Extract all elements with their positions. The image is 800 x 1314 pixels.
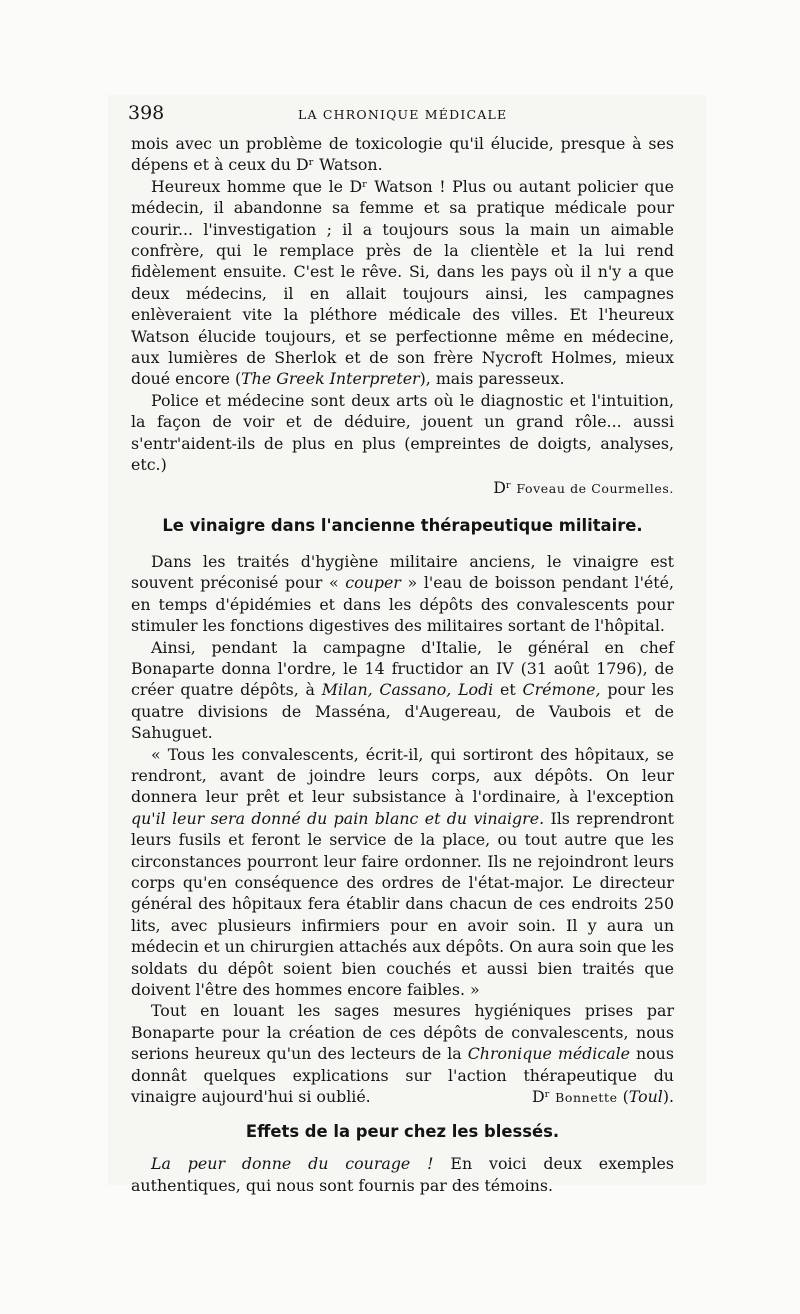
running-title: LA CHRONIQUE MÉDICALE [298,107,508,122]
author-name: Bonnette [555,1090,618,1106]
page-content [128,102,675,1196]
author-signature: Dʳ Foveau de Courmelles. [493,477,674,497]
author-signature: Dʳ Bonnette (Toul). [531,1087,674,1107]
author-name: Foveau de Courmelles. [516,480,674,496]
paragraph: La peur donne du courage ! En voici deux exemples authentiques, qui nous sont fournis par des témoins. [131,1154,674,1195]
paragraph: Tout en louant les sages mesures hygiéniques prises par Bonaparte pour la création de ces dépôts de convalescents, nous serions heureux qu'un des lecteurs de la Chronique médicale nous donnât quelques explications sur l'action thérapeutique du vinaigre aujourd'hui si oublié. Dʳ Bonnette (Toul). [131,1000,674,1107]
paragraph: Dans les traités d'hygiène militaire anciens, le vinaigre est souvent préconisé pour « couper » l'eau de boisson pendant l'été, en temps d'épidémies et dans les dépôts des convalescents pour stimuler les fonctions digestives des militaires sortant de l'hôpital. [131,551,674,636]
paragraph: mois avec un problème de toxicologie qu'il élucide, presque à ses dépens et à ceux du Dʳ Watson. [131,134,674,175]
paragraph: Ainsi, pendant la campagne d'Italie, le général en chef Bonaparte donna l'ordre, le 14 fructidor an IV (31 août 1796), de créer quatre dépôts, à Milan, Cassano, Lodi et Crémone, pour les quatre divisions de Masséna, d'Augereau, de Vaubois et de Sahuguet. [131,637,674,743]
running-header [128,103,674,133]
italic-title: The Greek Interpreter [241,369,420,389]
page-number: 398 [128,102,165,124]
paragraph: Police et médecine sont deux arts où le diagnostic et l'intuition, la façon de voir et de déduire, jouent un grand rôle... aussi s'entr'aident-ils de plus en plus (empreintes de doigts, analyses, etc.) [131,390,674,475]
author-place: Toul [628,1087,663,1107]
section-title: Effets de la peur chez les blessés. [245,1122,560,1142]
paragraph: Heureux homme que le Dʳ Watson ! Plus ou autant policier que médecin, il abandonne sa femme et sa pratique médicale pour courir... l'investigation ; il a toujours sous la main un aimable confrère, qui le remplace près de la clientèle et la lui rend fidèlement ensuite. C'est le rêve. Si, dans les pays où il n'y a que deux médecins, il en allait toujours ainsi, les campagnes enlèveraient vite la pléthore médicale des villes. Et l'heureux Watson élucide toujours, et se perfectionne même en médecine, aux lumières de Sherlok et de son frère Nycroft Holmes, mieux doué encore (The Greek Interpreter), mais paresseux. [131,176,674,389]
paragraph: « Tous les convalescents, écrit-il, qui sortiront des hôpitaux, se rendront, avant de joindre leurs corps, aux dépôts. On leur donnera leur prêt et leur subsistance à l'ordinaire, à l'exception qu'il leur sera donné du pain blanc et du vinaigre. Ils reprendront leurs fusils et feront le service de la place, ou tout autre que les circonstances pourront leur faire ordonner. Ils ne rejoindront leurs corps qu'en conséquence des ordres de l'état-major. Le directeur général des hôpitaux fera établir dans chacun de ces endroits 250 lits, avec plusieurs infirmiers pour en avoir soin. Il y aura un médecin et un chirurgien attachés aux dépôts. On aura soin que les soldats du dépôt soient bien couchés et aussi bien traités que doivent l'être des hommes encore faibles. » [131,744,675,1000]
section-title: Le vinaigre dans l'ancienne thérapeutique militaire. [162,515,643,535]
